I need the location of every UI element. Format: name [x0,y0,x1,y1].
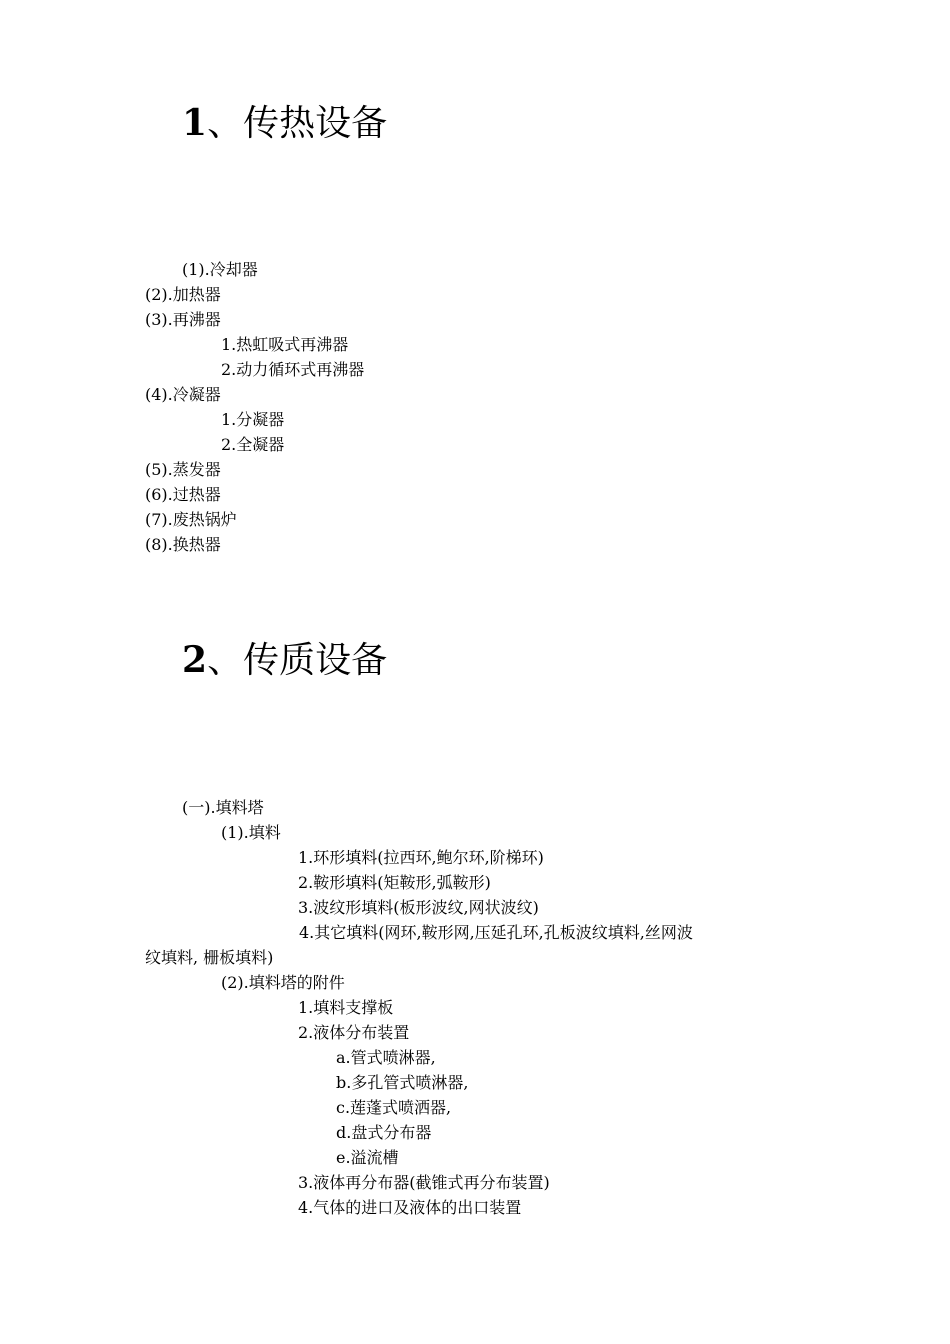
section-2-number: 2 [182,639,208,681]
list-item: 3.液体再分布器(截锥式再分布装置) [298,1173,550,1192]
list-item: 2.全凝器 [221,435,285,454]
list-item: 1.填料支撑板 [298,998,394,1017]
list-item: (7).废热锅炉 [145,510,237,529]
list-item: d.盘式分布器 [336,1123,432,1142]
list-item: (2).加热器 [145,285,221,304]
section-1-number: 1 [182,102,208,144]
list-item: (2).填料塔的附件 [221,973,345,992]
list-item: 1.热虹吸式再沸器 [221,335,349,354]
list-item: (3).再沸器 [145,310,221,329]
list-item-wrapped [145,920,793,970]
list-item: 3.波纹形填料(板形波纹,网状波纹) [298,898,539,917]
list-item: b.多孔管式喷淋器, [336,1073,469,1092]
list-item: e.溢流槽 [336,1148,399,1167]
list-item: 1.分凝器 [221,410,285,429]
list-item: a.管式喷淋器, [336,1048,436,1067]
list-item: c.莲蓬式喷洒器, [336,1098,452,1117]
section-2-title: 、传质设备 [207,640,388,681]
list-item: 4.气体的进口及液体的出口装置 [298,1198,522,1217]
list-item: (5).蒸发器 [145,460,221,479]
list-item: 2.鞍形填料(矩鞍形,弧鞍形) [298,873,491,892]
list-item: 2.动力循环式再沸器 [221,360,365,379]
list-item: 2.液体分布装置 [298,1023,410,1042]
section-1-heading [182,101,387,146]
list-item: (一).填料塔 [182,798,264,817]
list-item: (8).换热器 [145,535,221,554]
list-item-line-1: 4.其它填料(网环,鞍形网,压延孔环,孔板波纹填料,丝网波 [299,923,693,942]
list-item: (6).过热器 [145,485,221,504]
section-1-title: 、传热设备 [207,103,388,144]
list-item: (1).冷却器 [182,260,258,279]
list-item: 1.环形填料(拉西环,鲍尔环,阶梯环) [298,848,544,867]
list-item: (1).填料 [221,823,281,842]
list-item: (4).冷凝器 [145,385,221,404]
list-item-line-2: 纹填料, 栅板填料) [145,948,274,967]
section-2-heading [182,638,387,683]
